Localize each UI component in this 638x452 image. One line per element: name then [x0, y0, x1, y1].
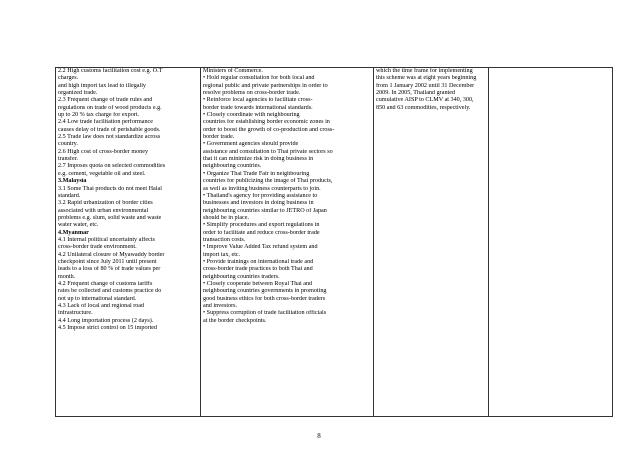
text-line: • Improve Value Added Tax refund system and	[203, 244, 318, 251]
text-line: that it can minimize risk in doing business in	[203, 156, 314, 163]
text-line: problems e.g. slum, solid waste and waste	[58, 214, 162, 221]
text-line: order to boost the growth of co-production and cross-	[203, 126, 335, 133]
text-line: 2.5 Trade law does not standardize across	[58, 134, 161, 141]
notes-text	[376, 68, 486, 112]
text-line: checkpoint since July 2011 until present	[58, 258, 157, 265]
text-line: associated with urban environmental	[58, 207, 149, 214]
text-line: cumulative AISP to CLMV at 340, 300,	[376, 97, 474, 104]
text-line: should be in place.	[203, 214, 250, 221]
text-line: neighbouring countries.	[203, 163, 262, 170]
text-line: 3.Malaysia	[58, 178, 87, 185]
text-line: regional public and private partnerships in order to	[203, 82, 328, 89]
text-line: countries for establishing border economic zones in	[203, 119, 330, 126]
text-line: 3.2 Rapid urbanization of border cities	[58, 200, 153, 207]
page-number: 8	[317, 432, 321, 440]
text-line: • Thailand's agency for providing assistance to	[203, 192, 318, 199]
text-line: • Simplify procedures and export regulations in	[203, 222, 320, 229]
text-line: 2.4 Low trade facilitation performance	[58, 119, 153, 126]
text-line: 2.7 Imposes quota on selected commodities	[58, 163, 166, 170]
text-line: causes delay of trade of perishable goods.	[58, 126, 161, 133]
text-line: infrastructure.	[58, 310, 93, 317]
text-line: 2.3 Frequent change of trade rules and	[58, 97, 153, 104]
text-line: regulations on trade of wood products e.g.	[58, 104, 162, 111]
text-line: 4.3 Lack of local and regional road	[58, 303, 145, 309]
notes-cell	[374, 68, 489, 417]
text-line: 2009. In 2005, Thailand granted	[376, 90, 456, 97]
text-line: which the time frame for implementing	[376, 68, 473, 74]
text-line: • Suppress corruption of trade facilitation officials	[203, 310, 327, 317]
text-line: good business ethics for both cross-border traders	[203, 295, 326, 302]
policy-table	[55, 67, 613, 417]
text-line: country.	[58, 141, 78, 148]
text-line: not up to international standard.	[58, 295, 137, 302]
text-line: rates be collected and customs practice do	[58, 288, 162, 295]
text-line: businesses and investors in doing business in	[203, 200, 314, 207]
text-line: • Closely coordinate with neighbouring	[203, 112, 300, 119]
text-line: and investors.	[203, 303, 238, 309]
text-line: as well as inviting business counterparts to join.	[203, 185, 321, 192]
text-line: 3.1 Some Thai products do not meet Halal	[58, 185, 162, 192]
text-line: e.g. cement, vegetable oil and steel.	[58, 170, 146, 177]
text-line: 2.2 High customs facilitation cost e.g. O.T	[58, 68, 163, 74]
text-line: order to facilitate and reduce cross-border trade	[203, 229, 320, 236]
text-line: • Reinforce local agencies to facilitate cross-	[203, 97, 313, 104]
text-line: neighbouring countries traders.	[203, 273, 280, 280]
table-row	[56, 68, 613, 417]
text-line: at the border checkpoints.	[203, 317, 267, 324]
text-line: • Provide trainings on international trade and	[203, 258, 314, 265]
text-line: resolve problems on cross-border trade.	[203, 90, 301, 97]
text-line: import tax, etc.	[203, 251, 241, 258]
text-line: neighbouring countries similar to JETRO of Japan	[203, 207, 327, 214]
text-line: 2.6 High cost of cross-border money	[58, 148, 149, 155]
text-line: transaction costs.	[203, 236, 246, 243]
measures-text	[203, 68, 371, 325]
text-line: up to 20 % tax charge for export.	[58, 112, 140, 119]
text-line: standard.	[58, 192, 81, 199]
text-line: this scheme was at eight years beginning	[376, 75, 477, 82]
text-line: from 1 January 2002 until 31 December	[376, 82, 475, 89]
text-line: 4.Myanmar	[58, 229, 89, 236]
empty-cell	[489, 68, 613, 417]
text-line: • Organize Thai Trade Fair in neighbouring	[203, 170, 310, 177]
text-line: neighbouring countries governments in promoting	[203, 288, 327, 295]
text-line: water water, etc.	[58, 222, 99, 229]
text-line: • Closely cooperate between Royal Thai and	[203, 280, 313, 287]
text-line: 4.5 Impose strict control on 15 imported	[58, 325, 158, 332]
text-line: 4.2 Unilateral closure of Myawaddy border	[58, 251, 165, 258]
text-line: leads to a loss of 80 % of trade values per	[58, 266, 161, 273]
text-line: 4.2 Frequent change of customs tariffs	[58, 280, 153, 287]
text-line: • Government agencies should provide	[203, 141, 299, 148]
text-line: • Hold regular consultation for both local and	[203, 75, 315, 82]
problems-cell	[56, 68, 201, 417]
text-line: 4.1 Internal political uncertainty affects	[58, 236, 155, 243]
text-line: cross-border trade practices to both Thai and	[203, 266, 313, 273]
text-line: border trade towards international standards.	[203, 104, 313, 111]
text-line: organized trade.	[58, 90, 98, 97]
text-line: countries for publicizing the image of Thai products,	[203, 178, 333, 185]
text-line: assistance and consultation to Thai private sectors so	[203, 148, 333, 155]
text-line: transfer.	[58, 156, 78, 163]
text-line: charges.	[58, 75, 79, 82]
text-line: Ministers of Commerce.	[203, 68, 263, 74]
text-line: border trade.	[203, 134, 235, 141]
text-line: month.	[58, 273, 76, 280]
measures-cell	[201, 68, 374, 417]
problems-text	[58, 68, 198, 332]
text-line: 4.4 Long importation process (2 days).	[58, 317, 154, 324]
text-line: and high import tax lead to illegally	[58, 82, 146, 89]
text-line: 850 and 63 commodities, respectively.	[376, 104, 471, 111]
text-line: cross-border trade environment.	[58, 244, 137, 251]
